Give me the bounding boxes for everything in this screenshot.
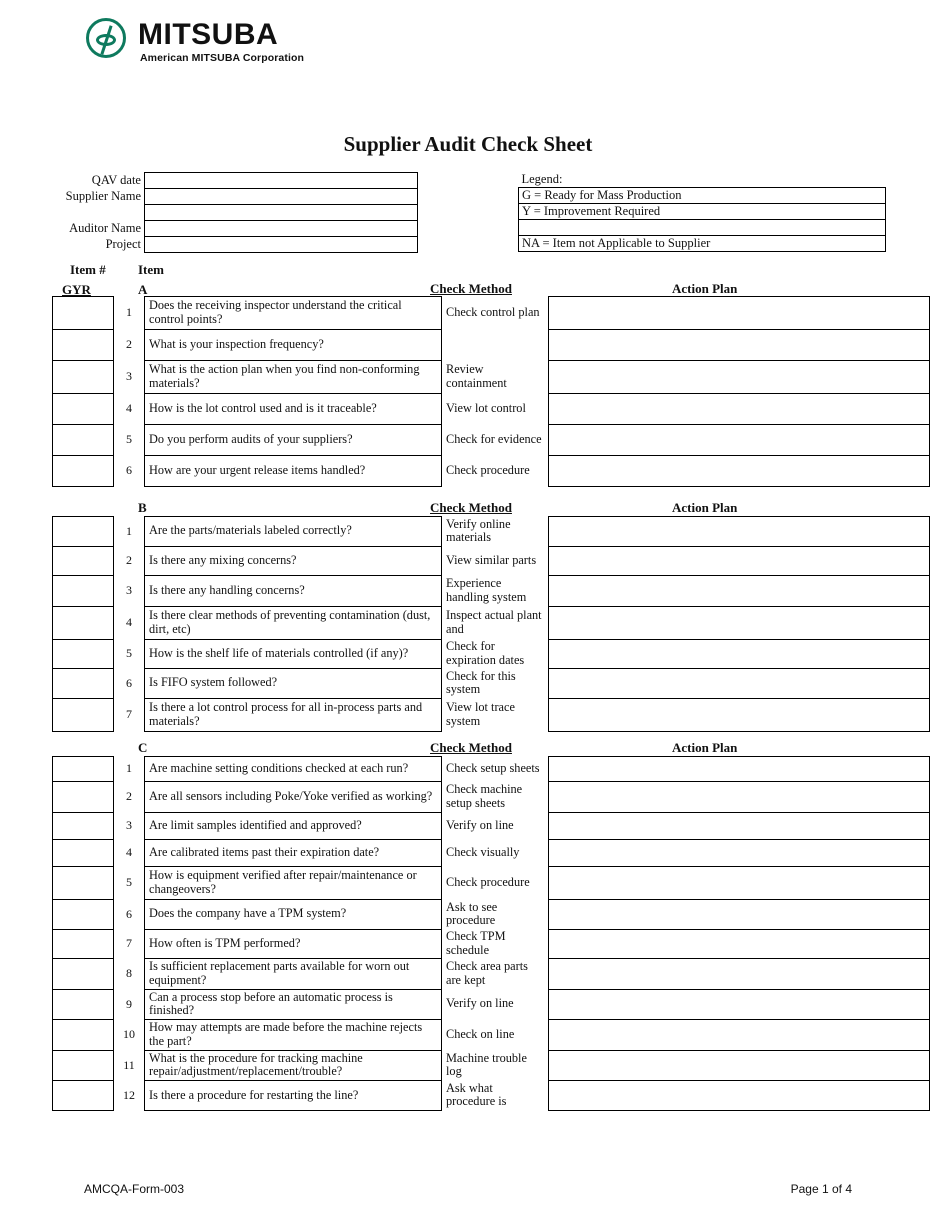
action-plan-a6[interactable] (549, 456, 930, 487)
gyr-input-c6[interactable] (53, 900, 114, 930)
action-plan-c9[interactable] (549, 989, 930, 1020)
row-number-b5: 5 (126, 646, 132, 661)
action-plan-c1[interactable] (549, 757, 930, 782)
row-number-b3: 3 (126, 582, 132, 597)
check-method-b7: View lot trace system (446, 699, 515, 728)
form-id: AMCQA-Form-003 (84, 1182, 185, 1196)
gyr-input-c2[interactable] (53, 782, 114, 813)
check-method-b4: Inspect actual plant and (446, 607, 542, 636)
row-number-c6: 6 (126, 906, 132, 921)
check-method-b3: Experience handling system (446, 575, 527, 604)
gyr-input-c12[interactable] (53, 1081, 114, 1111)
check-method-c3: Verify on line (446, 818, 514, 833)
question-c5: How is equipment verified after repair/maintenance or changeovers? (145, 867, 442, 900)
gyr-input-b1[interactable] (53, 517, 114, 547)
table-row-spacer (52, 205, 418, 221)
mitsuba-logo-icon (86, 18, 126, 58)
row-number-c1: 1 (126, 761, 132, 776)
legend-item-g: G = Ready for Mass Production (519, 188, 886, 204)
col-header-action-plan-a: Action Plan (672, 281, 738, 296)
gyr-input-b3[interactable] (53, 575, 114, 606)
action-plan-c4[interactable] (549, 840, 930, 867)
table-row (53, 1081, 930, 1111)
question-c8: Is sufficient replacement parts available for worn out equipment? (145, 959, 442, 990)
question-c9: Can a process stop before an automatic process is finished? (145, 989, 442, 1020)
question-c4: Are calibrated items past their expiration date? (145, 840, 442, 867)
question-c7: How often is TPM performed? (145, 929, 442, 959)
table-row (53, 989, 930, 1020)
question-a3: What is the action plan when you find non-conforming materials? (145, 361, 442, 394)
field-label-project: Project (105, 237, 141, 251)
action-plan-b7[interactable] (549, 698, 930, 731)
legend-table (518, 172, 886, 252)
action-plan-b3[interactable] (549, 575, 930, 606)
check-method-c4: Check visually (446, 845, 520, 860)
col-header-check-method-a: Check Method (430, 281, 512, 296)
check-method-b2: View similar parts (446, 552, 537, 567)
row-number-c11: 11 (123, 1057, 135, 1072)
section-letter-b: B (138, 500, 147, 515)
row-number-b2: 2 (126, 552, 132, 567)
check-method-a1: Check control plan (446, 305, 540, 320)
check-method-c1: Check setup sheets (446, 761, 540, 776)
table-row (53, 698, 930, 731)
col-header-gyr: GYR (62, 282, 91, 297)
col-header-action-plan-b: Action Plan (672, 500, 738, 515)
spacer-cell (52, 205, 145, 221)
action-plan-a3[interactable] (549, 361, 930, 394)
gyr-input-a1[interactable] (53, 297, 114, 330)
table-row (53, 639, 930, 669)
check-method-c8: Check area parts are kept (446, 959, 528, 987)
check-method-b5: Check for expiration dates (446, 639, 525, 667)
col-header-check-method-c: Check Method (430, 740, 512, 755)
row-number-c10: 10 (123, 1027, 135, 1042)
action-plan-b2[interactable] (549, 546, 930, 575)
row-number-c12: 12 (123, 1087, 135, 1102)
question-c11: What is the procedure for tracking machine repair/adjustment/replacement/trouble? (145, 1050, 442, 1081)
field-label-qav-date: QAV date (91, 173, 141, 187)
table-row (53, 394, 930, 425)
table-row (53, 900, 930, 930)
action-plan-c5[interactable] (549, 867, 930, 900)
action-plan-c12[interactable] (549, 1081, 930, 1111)
action-plan-c11[interactable] (549, 1050, 930, 1081)
gyr-input-c7[interactable] (53, 929, 114, 959)
row-number-a2: 2 (126, 337, 132, 352)
table-row (519, 236, 886, 252)
check-method-a2 (442, 330, 549, 361)
check-method-c10: Check on line (446, 1027, 515, 1041)
table-row (53, 757, 930, 782)
gyr-input-b4[interactable] (53, 606, 114, 639)
table-row (519, 172, 886, 188)
table-row (519, 188, 886, 204)
col-header-item-num: Item # (70, 262, 106, 277)
gyr-input-c9[interactable] (53, 989, 114, 1020)
legend-item-y: Y = Improvement Required (519, 204, 886, 220)
row-number-b7: 7 (126, 706, 132, 721)
question-c1: Are machine setting conditions checked at each run? (145, 757, 442, 782)
col-header-check-method-b: Check Method (430, 500, 512, 515)
field-value-supplier-name[interactable] (145, 189, 418, 205)
row-number-c8: 8 (126, 966, 132, 981)
row-number-b6: 6 (126, 675, 132, 690)
check-method-b1: Verify online materials (446, 516, 511, 545)
question-b3: Is there any handling concerns? (145, 575, 442, 606)
brand-name: MITSUBA (138, 18, 279, 51)
check-method-c9: Verify on line (446, 996, 514, 1011)
table-row (52, 173, 418, 189)
question-b5: How is the shelf life of materials controlled (if any)? (145, 639, 442, 669)
table-row (53, 669, 930, 699)
row-number-a3: 3 (126, 369, 132, 384)
field-value-qav-date[interactable] (145, 173, 418, 189)
table-row (53, 929, 930, 959)
row-number-a5: 5 (126, 432, 132, 447)
table-row (52, 221, 418, 237)
row-number-c7: 7 (126, 936, 132, 951)
check-method-b6: Check for this system (446, 668, 516, 697)
action-plan-a4[interactable] (549, 394, 930, 425)
check-method-a5: Check for evidence (446, 432, 542, 447)
question-c12: Is there a procedure for restarting the line? (145, 1081, 442, 1111)
question-b7: Is there a lot control process for all in-process parts and materials? (145, 698, 442, 731)
check-method-c5: Check procedure (446, 875, 530, 890)
table-row (53, 575, 930, 606)
check-method-a4: View lot control (446, 401, 526, 416)
action-plan-c6[interactable] (549, 900, 930, 930)
table-row-spacer (519, 220, 886, 236)
row-number-b1: 1 (126, 523, 132, 538)
spacer-field (145, 205, 418, 221)
row-number-a1: 1 (126, 305, 132, 320)
gyr-input-a4[interactable] (53, 394, 114, 425)
section-letter-c: C (138, 740, 148, 755)
action-plan-b4[interactable] (549, 606, 930, 639)
row-number-c4: 4 (126, 845, 132, 860)
table-row (52, 237, 418, 253)
question-b4: Is there clear methods of preventing contamination (dust, dirt, etc) (145, 606, 442, 639)
gyr-input-a3[interactable] (53, 361, 114, 394)
gyr-input-a2[interactable] (53, 330, 114, 361)
table-row (53, 813, 930, 840)
table-row (53, 425, 930, 456)
action-plan-a1[interactable] (549, 297, 930, 330)
header-info-table (52, 172, 418, 253)
action-plan-b1[interactable] (549, 517, 930, 547)
company-logo (86, 18, 386, 64)
question-b6: Is FIFO system followed? (145, 669, 442, 699)
question-b2: Is there any mixing concerns? (145, 546, 442, 575)
gyr-input-c11[interactable] (53, 1050, 114, 1081)
question-b1: Are the parts/materials labeled correctly? (145, 517, 442, 547)
table-row (53, 867, 930, 900)
action-plan-c2[interactable] (549, 782, 930, 813)
check-method-a3: Review containment (446, 362, 507, 390)
row-number-b4: 4 (126, 614, 132, 629)
gyr-input-a6[interactable] (53, 456, 114, 487)
question-c3: Are limit samples identified and approved? (145, 813, 442, 840)
row-number-c2: 2 (126, 789, 132, 804)
table-row (53, 606, 930, 639)
action-plan-c8[interactable] (549, 959, 930, 990)
action-plan-b5[interactable] (549, 639, 930, 669)
action-plan-a2[interactable] (549, 330, 930, 361)
check-method-a6: Check procedure (446, 463, 530, 478)
field-label-supplier-name: Supplier Name (65, 189, 141, 203)
question-a6: How are your urgent release items handled? (145, 456, 442, 487)
table-row (53, 782, 930, 813)
col-header-item: Item (138, 262, 164, 277)
col-header-action-plan-c: Action Plan (672, 740, 738, 755)
field-label-auditor-name: Auditor Name (69, 221, 141, 235)
field-value-auditor-name[interactable] (145, 221, 418, 237)
question-a1: Does the receiving inspector understand the critical control points? (145, 297, 442, 330)
gyr-input-c3[interactable] (53, 813, 114, 840)
table-row (52, 189, 418, 205)
section-letter-a: A (138, 282, 148, 297)
page-number: Page 1 of 4 (790, 1182, 852, 1196)
page-title: Supplier Audit Check Sheet (343, 132, 593, 156)
question-a4: How is the lot control used and is it traceable? (145, 394, 442, 425)
table-row (53, 361, 930, 394)
question-c10: How may attempts are made before the machine rejects the part? (145, 1020, 442, 1051)
gyr-input-b7[interactable] (53, 698, 114, 731)
legend-item-na: NA = Item not Applicable to Supplier (519, 236, 886, 252)
gyr-input-c8[interactable] (53, 959, 114, 990)
gyr-input-c1[interactable] (53, 757, 114, 782)
gyr-input-b6[interactable] (53, 669, 114, 699)
question-c2: Are all sensors including Poke/Yoke verified as working? (145, 782, 442, 813)
table-row (519, 204, 886, 220)
row-number-c5: 5 (126, 875, 132, 890)
table-row (53, 1050, 930, 1081)
table-row (53, 959, 930, 990)
table-row (53, 517, 930, 547)
check-method-c6: Ask to see procedure (446, 899, 498, 928)
gyr-input-b5[interactable] (53, 639, 114, 669)
check-method-c7: Check TPM schedule (446, 929, 506, 957)
section-c (52, 756, 930, 1111)
check-method-c12: Ask what procedure is (446, 1080, 507, 1109)
question-c6: Does the company have a TPM system? (145, 900, 442, 930)
gyr-input-b2[interactable] (53, 546, 114, 575)
action-plan-b6[interactable] (549, 669, 930, 699)
gyr-input-c5[interactable] (53, 867, 114, 900)
table-row (53, 1020, 930, 1051)
spacer-cell (519, 220, 886, 236)
table-row (53, 546, 930, 575)
action-plan-c10[interactable] (549, 1020, 930, 1051)
row-number-a6: 6 (126, 463, 132, 478)
action-plan-c3[interactable] (549, 813, 930, 840)
row-number-c3: 3 (126, 818, 132, 833)
action-plan-a5[interactable] (549, 425, 930, 456)
table-row (53, 840, 930, 867)
section-b (52, 516, 930, 732)
question-a2: What is your inspection frequency? (145, 330, 442, 361)
row-number-a4: 4 (126, 401, 132, 416)
check-method-c11: Machine trouble log (446, 1050, 527, 1079)
action-plan-c7[interactable] (549, 929, 930, 959)
table-row (53, 297, 930, 330)
field-value-project[interactable] (145, 237, 418, 253)
table-row (53, 330, 930, 361)
question-a5: Do you perform audits of your suppliers? (145, 425, 442, 456)
table-row (53, 456, 930, 487)
gyr-input-c10[interactable] (53, 1020, 114, 1051)
gyr-input-a5[interactable] (53, 425, 114, 456)
gyr-input-c4[interactable] (53, 840, 114, 867)
row-number-c9: 9 (126, 996, 132, 1011)
brand-subtitle: American MITSUBA Corporation (140, 52, 305, 64)
check-method-c2: Check machine setup sheets (446, 782, 523, 810)
section-a (52, 296, 930, 487)
legend-title: Legend: (521, 172, 563, 186)
